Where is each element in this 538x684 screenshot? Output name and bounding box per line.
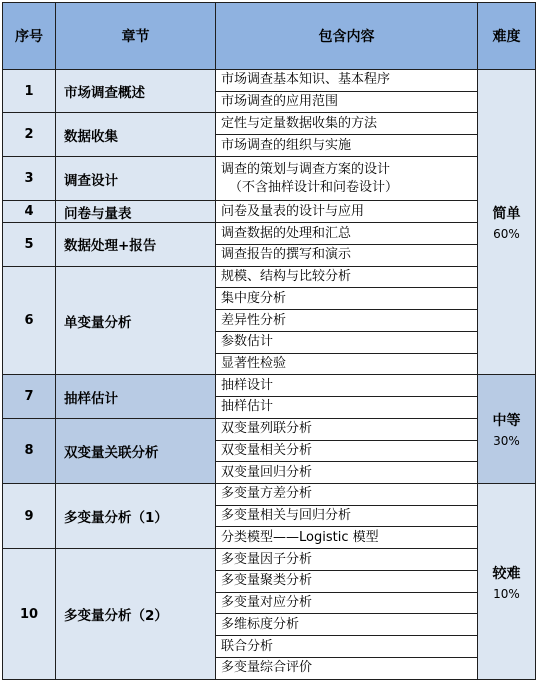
difficulty-percent: 60% (493, 227, 520, 242)
content-item: 抽样设计 (216, 375, 478, 397)
table-row (3, 418, 536, 440)
chapter-title: 多变量分析（1） (56, 484, 216, 549)
chapter-title: 抽样估计 (56, 375, 216, 418)
content-item: 多变量对应分析 (216, 592, 478, 614)
chapter-number: 2 (3, 113, 56, 156)
content-item-text: 调查的策划与调查方案的设计 (221, 161, 391, 177)
content-item (216, 156, 478, 201)
content-item: 多变量聚类分析 (216, 570, 478, 592)
content-item: 调查数据的处理和汇总 (216, 223, 478, 245)
chapter-title: 问卷与量表 (56, 201, 216, 223)
chapter-title: 多变量分析（2） (56, 549, 216, 680)
header-index: 序号 (3, 3, 56, 70)
content-item: 双变量相关分析 (216, 440, 478, 462)
difficulty-name: 较难 (492, 565, 521, 582)
table-row (3, 70, 536, 92)
chapter-title: 单变量分析 (56, 266, 216, 375)
difficulty-easy (478, 70, 536, 375)
table-row (3, 266, 536, 288)
content-item: 规模、结构与比较分析 (216, 266, 478, 288)
header-content: 包含内容 (216, 3, 478, 70)
content-item: 分类模型——Logistic 模型 (216, 527, 478, 549)
content-item: 市场调查的组织与实施 (216, 135, 478, 157)
content-item: 定性与定量数据收集的方法 (216, 113, 478, 135)
content-item: 市场调查基本知识、基本程序 (216, 70, 478, 92)
table-row (3, 375, 536, 397)
table-row (3, 113, 536, 135)
content-item: 市场调查的应用范围 (216, 91, 478, 113)
chapter-title: 调查设计 (56, 156, 216, 201)
content-item: 多维标度分析 (216, 614, 478, 636)
difficulty-name: 简单 (492, 206, 521, 223)
content-item: 双变量回归分析 (216, 462, 478, 484)
content-item: 抽样估计 (216, 397, 478, 419)
content-item: 多变量相关与回归分析 (216, 505, 478, 527)
header-row (3, 3, 536, 70)
chapter-number: 7 (3, 375, 56, 418)
content-item: 参数估计 (216, 331, 478, 353)
chapter-title: 数据处理+报告 (56, 223, 216, 266)
content-item: 显著性检验 (216, 353, 478, 375)
header-chapter: 章节 (56, 3, 216, 70)
content-item: 多变量方差分析 (216, 484, 478, 506)
chapter-number: 9 (3, 484, 56, 549)
difficulty-name: 中等 (492, 413, 521, 430)
header-difficulty: 难度 (478, 3, 536, 70)
chapter-number: 1 (3, 70, 56, 113)
chapter-title: 数据收集 (56, 113, 216, 156)
content-item: 联合分析 (216, 636, 478, 658)
chapter-number: 3 (3, 156, 56, 201)
chapter-number: 10 (3, 549, 56, 680)
content-item: 多变量综合评价 (216, 657, 478, 679)
content-item-note: （不含抽样设计和问卷设计） (229, 179, 399, 195)
course-table (2, 2, 536, 680)
difficulty-percent: 30% (493, 434, 520, 449)
difficulty-medium (478, 375, 536, 484)
content-item: 问卷及量表的设计与应用 (216, 201, 478, 223)
chapter-number: 6 (3, 266, 56, 375)
chapter-title: 市场调查概述 (56, 70, 216, 113)
table-row (3, 156, 536, 201)
difficulty-percent: 10% (493, 586, 520, 601)
chapter-number: 5 (3, 223, 56, 266)
table-row (3, 201, 536, 223)
chapter-number: 8 (3, 418, 56, 483)
difficulty-hard (478, 484, 536, 680)
chapter-number: 4 (3, 201, 56, 223)
content-item: 差异性分析 (216, 310, 478, 332)
table-row (3, 223, 536, 245)
chapter-title: 双变量关联分析 (56, 418, 216, 483)
content-item: 双变量列联分析 (216, 418, 478, 440)
table-row (3, 484, 536, 506)
content-item: 多变量因子分析 (216, 549, 478, 571)
content-item: 调查报告的撰写和演示 (216, 244, 478, 266)
content-item: 集中度分析 (216, 288, 478, 310)
table-row (3, 549, 536, 571)
